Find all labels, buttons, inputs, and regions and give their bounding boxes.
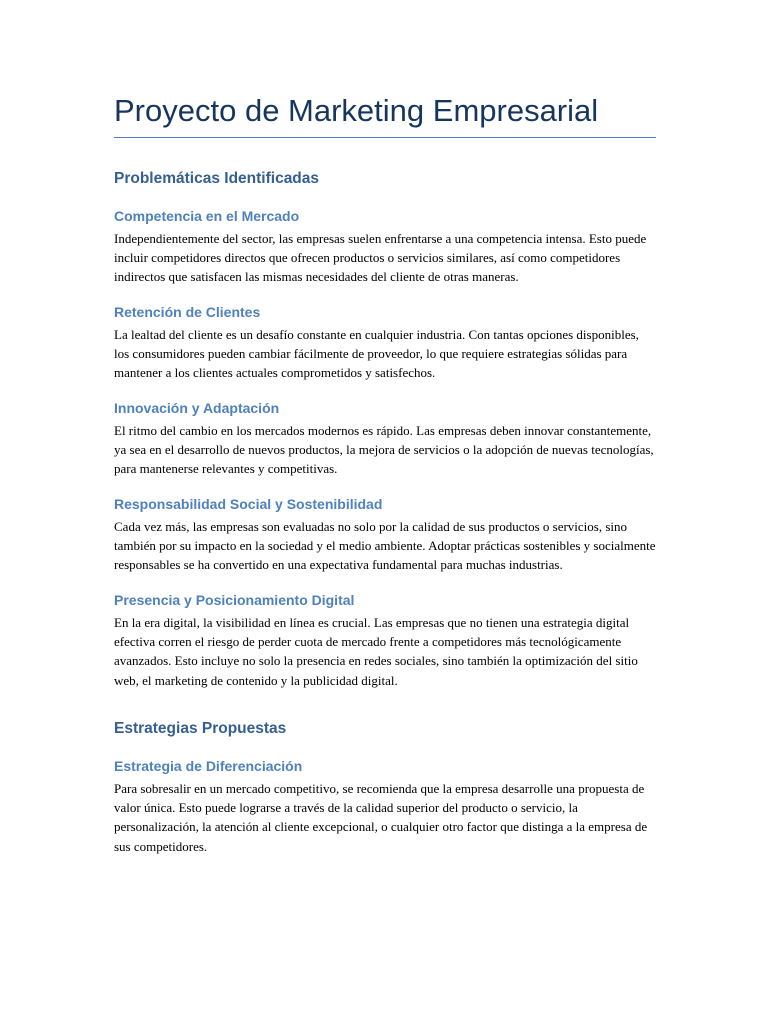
section-heading: Estrategias Propuestas xyxy=(114,720,287,738)
sub-heading: Presencia y Posicionamiento Digital xyxy=(114,591,355,608)
item-diferenciacion xyxy=(114,758,656,856)
section-problematicas xyxy=(114,170,656,690)
sub-heading: Estrategia de Diferenciación xyxy=(114,757,303,774)
item-responsabilidad xyxy=(114,496,656,575)
document-page xyxy=(114,92,656,856)
item-retencion xyxy=(114,304,656,383)
item-presencia-digital xyxy=(114,592,656,690)
paragraph: Cada vez más, las empresas son evaluadas no solo por la calidad de sus productos o servicios, sino también por su impacto en la sociedad y el medio ambiente. Adoptar prácticas sostenibles y socialmente responsables se ha convertido en una expectativa fundamental para muchas industrias. xyxy=(114,518,656,573)
paragraph: En la era digital, la visibilidad en línea es crucial. Las empresas que no tienen una estrategia digital efectiva corren el riesgo de perder cuota de mercado frente a competidores más tecnológicamente avanzados. Esto incluye no solo la presencia en redes sociales, sino también la optimización del sitio web, el marketing de contenido y la publicidad digital. xyxy=(114,614,638,688)
sub-heading: Competencia en el Mercado xyxy=(114,207,300,224)
section-heading: Problemáticas Identificadas xyxy=(114,170,320,188)
sub-heading: Innovación y Adaptación xyxy=(114,399,280,416)
paragraph: Para sobresalir en un mercado competitivo, se recomienda que la empresa desarrolle una propuesta de valor única. Esto puede lograrse a través de la calidad superior del producto o servicio, la personalización, la atención al cliente excepcional, o cualquier otro factor que distinga a la empresa de sus competidores. xyxy=(114,780,648,854)
paragraph: Independientemente del sector, las empresas suelen enfrentarse a una competencia intensa. Esto puede incluir competidores directos que ofrecen productos o servicios similares, así como competidores indirectos que satisfacen las mismas necesidades del cliente de otras maneras. xyxy=(114,230,647,285)
item-innovacion xyxy=(114,400,656,479)
sub-heading: Responsabilidad Social y Sostenibilidad xyxy=(114,495,383,512)
document-title: Proyecto de Marketing Empresarial xyxy=(114,92,656,138)
paragraph: La lealtad del cliente es un desafío constante en cualquier industria. Con tantas opciones disponibles, los consumidores pueden cambiar fácilmente de proveedor, lo que requiere estrategias sólidas para mantener a los clientes actuales comprometidos y satisfechos. xyxy=(114,326,639,381)
paragraph: El ritmo del cambio en los mercados modernos es rápido. Las empresas deben innovar constantemente, ya sea en el desarrollo de nuevos productos, la mejora de servicios o la adopción de nuevas tecnologías, para mantenerse relevantes y competitivas. xyxy=(114,422,654,477)
section-estrategias xyxy=(114,720,656,856)
item-competencia xyxy=(114,208,656,287)
sub-heading: Retención de Clientes xyxy=(114,303,261,320)
